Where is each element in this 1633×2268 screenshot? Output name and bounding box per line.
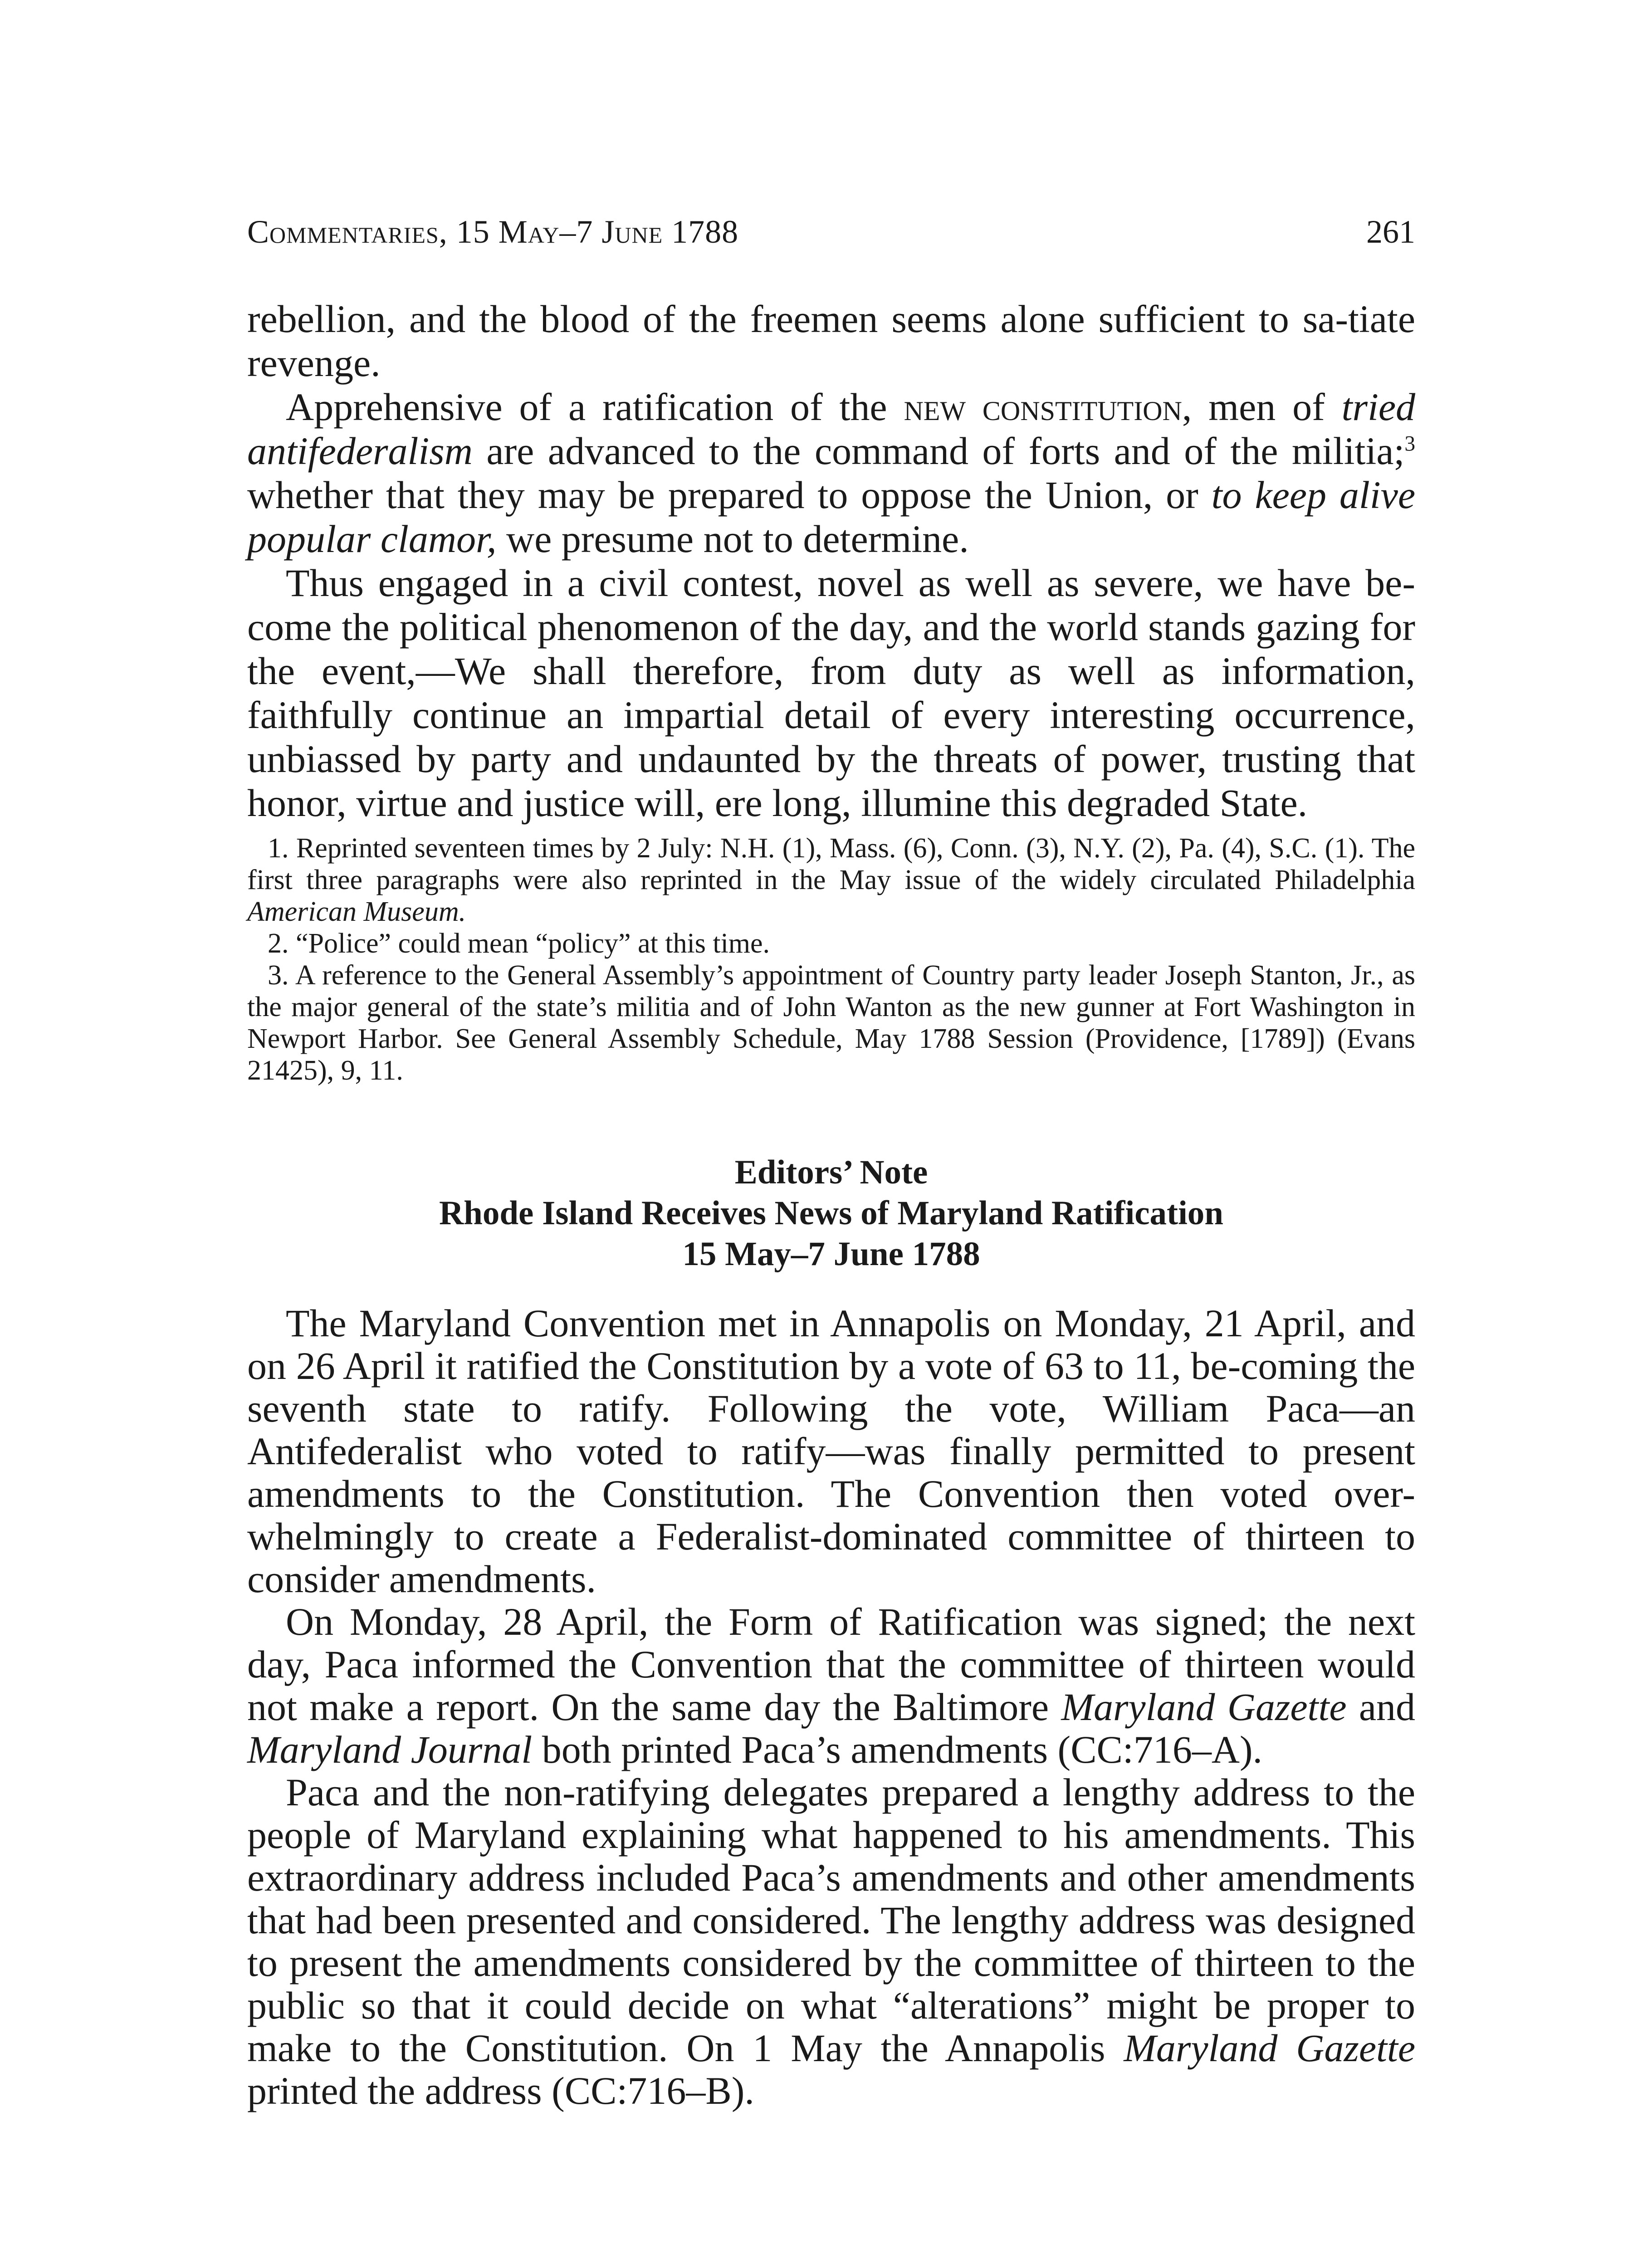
- footnote-2: 2. “Police” could mean “policy” at this time.: [268, 928, 770, 959]
- text-run: we presume not to determine.: [496, 517, 969, 561]
- paragraph-continued: rebellion, and the blood of the freemen seems alone sufficient to sa-tiate revenge.: [247, 297, 1415, 385]
- editors-note-paragraph-1: The Maryland Convention met in Annapolis on Monday, 21 April, and on 26 April it ratified the Constitution by a vote of 63 to 11, be-coming the seventh state to ratify. Following the vote, William Paca—an Antifederalist who voted to ratify—was finally permitted to present amendments to the Constitution. The Convention then voted over-whelmingly to create a Federalist-dominated committee of thirteen to consider amendments.: [247, 1301, 1415, 1601]
- text-run: Paca and the non-ratifying delegates prepared a lengthy address to the people of Maryland explaining what happened to his amendments. This extraordinary address included Paca’s amendments and other amendments that had been presented and considered. The lengthy address was designed to present the amendments considered by the committee of thirteen to the public so that it could decide on what “alterations” might be proper to make to the Constitution. On 1 May the Annapolis: [247, 1770, 1415, 2070]
- paragraph-thus-engaged: Thus engaged in a civil contest, novel as well as severe, we have be-come the political phenomenon of the day, and the world stands gazing for the event,—We shall therefore, from duty as well as information, faithfully continue an impartial detail of every interesting occurrence, unbiassed by party and undaunted by the threats of power, trusting that honor, virtue and justice will, ere long, illumine this degraded State.: [247, 561, 1415, 825]
- italic-run: Maryland Journal: [247, 1728, 533, 1771]
- text-run: whether that they may be prepared to oppose the Union, or: [247, 473, 1212, 517]
- editors-note-title: Rhode Island Receives News of Maryland Ratification: [439, 1194, 1224, 1232]
- italic-run: to keep alive popular clamor,: [247, 473, 1415, 561]
- editors-note-label: Editors’ Note: [734, 1154, 928, 1191]
- paragraph-apprehensive: [247, 385, 1415, 561]
- small-caps-run: new constitution: [904, 385, 1182, 429]
- editors-note-paragraph-2: [247, 1600, 1415, 1771]
- italic-run: tried antifederalism: [247, 385, 1416, 473]
- running-header: [247, 213, 1415, 251]
- italic-run: Maryland Gazette: [1124, 2026, 1415, 2070]
- text-run: printed the address (CC:716–B).: [247, 2069, 754, 2112]
- editors-note-body: [247, 1302, 1415, 2112]
- text-run: 1. Reprinted seventeen times by 2 July: N.H. (1), Mass. (6), Conn. (3), N.Y. (2), Pa. (4), S.C. (1). The first three paragraphs were also reprinted in the May issue of the widely circulated Philadelphia: [247, 833, 1415, 895]
- text-run: Apprehensive of a ratification of the: [286, 385, 904, 429]
- editors-note-dates: 15 May–7 June 1788: [682, 1235, 980, 1273]
- text-run: , men of: [1182, 385, 1342, 429]
- page-number: 261: [1366, 214, 1415, 250]
- text-run: and: [1346, 1685, 1416, 1729]
- italic-run: American Museum.: [247, 896, 466, 927]
- footnote-1: [247, 832, 1415, 928]
- editors-note-heading: [247, 1152, 1415, 1275]
- editors-note-paragraph-3: [247, 1771, 1415, 2112]
- running-title: Commentaries, 15 May–7 June 1788: [247, 214, 739, 250]
- body-text: [247, 297, 1415, 825]
- footnote-ref: 3: [1404, 432, 1415, 456]
- footnotes: [247, 832, 1415, 1086]
- text-run: On Monday, 28 April, the Form of Ratification was signed; the next day, Paca informed the Convention that the committee of thirteen would not make a report. On the same day the Baltimore: [247, 1600, 1415, 1729]
- footnote-3: 3. A reference to the General Assembly’s appointment of Country party leader Joseph Stanton, Jr., as the major general of the state’s militia and of John Wanton as the new gunner at Fort Washington in Newport Harbor. See General Assembly Schedule, May 1788 Session (Providence, [1789]) (Evans 21425), 9, 11.: [247, 960, 1415, 1086]
- text-run: both printed Paca’s amendments (CC:716–A).: [532, 1728, 1263, 1771]
- italic-run: Maryland Gazette: [1061, 1685, 1347, 1729]
- text-run: are advanced to the command of forts and of the militia;: [472, 429, 1405, 473]
